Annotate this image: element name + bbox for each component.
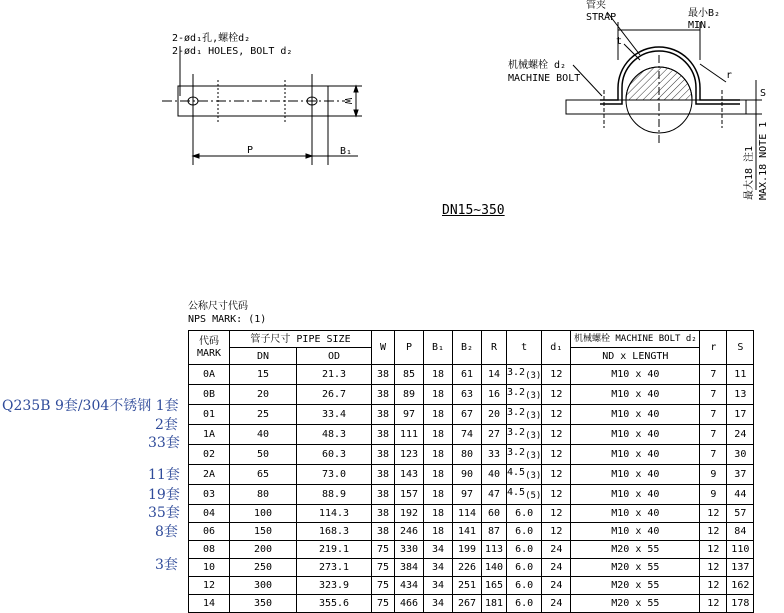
cell-b2: 63 — [453, 385, 482, 405]
dim-t-label: t — [616, 36, 623, 47]
cell-r: 9 — [700, 485, 727, 505]
cell-t: 6.0 — [507, 505, 542, 523]
cell-od: 33.4 — [297, 405, 372, 425]
cell-b1: 18 — [424, 425, 453, 445]
cell-r: 12 — [700, 505, 727, 523]
note-3: 11套 — [148, 467, 180, 483]
cell-bolt: M10 x 40 — [571, 405, 700, 425]
table-row — [189, 385, 754, 405]
cell-t: $3.2_{(3)}$ — [507, 385, 542, 405]
cell-b1: 18 — [424, 523, 453, 541]
table-row — [189, 541, 754, 559]
cell-bolt: M10 x 40 — [571, 485, 700, 505]
note-7: 3套 — [155, 557, 178, 573]
cell-dn: 25 — [230, 405, 297, 425]
cell-od: 73.0 — [297, 465, 372, 485]
cell-d1: 24 — [542, 595, 571, 613]
cell-b1: 18 — [424, 365, 453, 385]
cell-r: 12 — [700, 541, 727, 559]
cell-dn: 150 — [230, 523, 297, 541]
strap-label-cn: 管夹 — [586, 0, 606, 11]
cell-d1: 12 — [542, 405, 571, 425]
cell-b1: 18 — [424, 485, 453, 505]
header-mark: 代码 MARK — [189, 331, 230, 365]
cell-r: 12 — [700, 577, 727, 595]
cell-r: 12 — [700, 559, 727, 577]
cell-t: 6.0 — [507, 541, 542, 559]
cell-t: 6.0 — [507, 595, 542, 613]
cell-d1: 24 — [542, 541, 571, 559]
cell-od: 168.3 — [297, 523, 372, 541]
cell-t: $3.2_{(3)}$ — [507, 425, 542, 445]
cell-b1: 18 — [424, 465, 453, 485]
holes-label-en: 2-ød₁ HOLES, BOLT d₂ — [172, 46, 293, 57]
header-r: r — [700, 331, 727, 365]
cell-w: 38 — [372, 425, 395, 445]
cell-r: 12 — [700, 595, 727, 613]
cell-b1: 34 — [424, 541, 453, 559]
cell-t: $4.5_{(3)}$ — [507, 465, 542, 485]
cell-od: 355.6 — [297, 595, 372, 613]
cell-d1: 12 — [542, 365, 571, 385]
cell-s: 84 — [727, 523, 754, 541]
note-5: 35套 — [148, 505, 180, 521]
cell-mark: 2A — [189, 465, 230, 485]
cell-r: 7 — [700, 425, 727, 445]
cell-s: 30 — [727, 445, 754, 465]
cell-s: 57 — [727, 505, 754, 523]
cell-dn: 200 — [230, 541, 297, 559]
cell-d1: 12 — [542, 385, 571, 405]
cell-od: 60.3 — [297, 445, 372, 465]
cell-p: 89 — [395, 385, 424, 405]
cell-p: 434 — [395, 577, 424, 595]
cell-w: 38 — [372, 523, 395, 541]
cell-d1: 12 — [542, 505, 571, 523]
cell-b2: 267 — [453, 595, 482, 613]
header-pipe-size: 管子尺寸 PIPE SIZE — [230, 331, 372, 348]
header-bolt: 机械螺栓 MACHINE BOLT d₂ — [571, 331, 700, 348]
cell-r: 7 — [700, 445, 727, 465]
table-row — [189, 595, 754, 613]
cell-w: 75 — [372, 577, 395, 595]
cell-od: 48.3 — [297, 425, 372, 445]
cell-dn: 20 — [230, 385, 297, 405]
cell-s: 137 — [727, 559, 754, 577]
cell-r: 7 — [700, 365, 727, 385]
cell-mark: 08 — [189, 541, 230, 559]
cell-r: 27 — [482, 425, 507, 445]
cell-w: 38 — [372, 445, 395, 465]
cell-r: 7 — [700, 405, 727, 425]
note-0: Q235B 9套/304不锈钢 1套 — [2, 398, 179, 414]
cell-od: 273.1 — [297, 559, 372, 577]
cell-bolt: M10 x 40 — [571, 385, 700, 405]
cell-r: 9 — [700, 465, 727, 485]
cell-od: 26.7 — [297, 385, 372, 405]
cell-t: $4.5_{(5)}$ — [507, 485, 542, 505]
cell-p: 123 — [395, 445, 424, 465]
cell-w: 75 — [372, 559, 395, 577]
cell-mark: 14 — [189, 595, 230, 613]
cell-b1: 18 — [424, 505, 453, 523]
bolt-label-cn: 机械螺栓 d₂ — [508, 60, 567, 71]
cell-r: 40 — [482, 465, 507, 485]
cell-d1: 24 — [542, 577, 571, 595]
cell-bolt: M20 x 55 — [571, 541, 700, 559]
cell-w: 38 — [372, 465, 395, 485]
cell-b2: 97 — [453, 485, 482, 505]
cell-b1: 18 — [424, 385, 453, 405]
cell-b1: 34 — [424, 559, 453, 577]
cell-b2: 90 — [453, 465, 482, 485]
cell-dn: 80 — [230, 485, 297, 505]
table-row — [189, 577, 754, 595]
cell-w: 75 — [372, 541, 395, 559]
header-od: OD — [297, 348, 372, 365]
table-row — [189, 425, 754, 445]
cell-b1: 18 — [424, 405, 453, 425]
cell-bolt: M20 x 55 — [571, 595, 700, 613]
cell-d1: 24 — [542, 559, 571, 577]
note-4: 19套 — [148, 487, 180, 503]
cell-b2: 74 — [453, 425, 482, 445]
cell-b2: 67 — [453, 405, 482, 425]
cell-r: 140 — [482, 559, 507, 577]
note-1: 2套 — [155, 417, 178, 433]
table-row — [189, 485, 754, 505]
holes-label-cn: 2-ød₁孔,螺栓d₂ — [172, 33, 251, 44]
cell-r: 20 — [482, 405, 507, 425]
cell-r: 12 — [700, 523, 727, 541]
cell-mark: 1A — [189, 425, 230, 445]
header-s: S — [727, 331, 754, 365]
cell-t: $3.2_{(3)}$ — [507, 405, 542, 425]
cell-w: 38 — [372, 505, 395, 523]
cell-bolt: M20 x 55 — [571, 577, 700, 595]
cell-p: 330 — [395, 541, 424, 559]
cell-bolt: M10 x 40 — [571, 523, 700, 541]
cell-dn: 15 — [230, 365, 297, 385]
cell-b1: 34 — [424, 595, 453, 613]
cell-s: 162 — [727, 577, 754, 595]
cell-p: 157 — [395, 485, 424, 505]
cell-mark: 06 — [189, 523, 230, 541]
cell-s: 24 — [727, 425, 754, 445]
cell-s: 11 — [727, 365, 754, 385]
nps-header-en: NPS MARK: (1) — [188, 314, 267, 325]
min-b2-cn: 最小B₂ — [688, 8, 721, 19]
table-row — [189, 465, 754, 485]
header-b1: B₁ — [424, 331, 453, 365]
cell-p: 97 — [395, 405, 424, 425]
cell-t: 6.0 — [507, 577, 542, 595]
cell-dn: 40 — [230, 425, 297, 445]
strap-label-en: STRAP — [586, 12, 617, 23]
dim-b1-label: B₁ — [340, 146, 353, 157]
header-dn: DN — [230, 348, 297, 365]
cell-mark: 10 — [189, 559, 230, 577]
cell-b1: 34 — [424, 577, 453, 595]
cell-p: 246 — [395, 523, 424, 541]
cell-b2: 199 — [453, 541, 482, 559]
cell-od: 88.9 — [297, 485, 372, 505]
cell-p: 192 — [395, 505, 424, 523]
cell-p: 466 — [395, 595, 424, 613]
cell-bolt: M10 x 40 — [571, 445, 700, 465]
cell-mark: 03 — [189, 485, 230, 505]
cell-r: 113 — [482, 541, 507, 559]
cell-bolt: M10 x 40 — [571, 365, 700, 385]
cell-dn: 65 — [230, 465, 297, 485]
cell-d1: 12 — [542, 485, 571, 505]
cell-w: 38 — [372, 485, 395, 505]
spec-table — [188, 330, 754, 613]
cell-s: 13 — [727, 385, 754, 405]
cell-od: 21.3 — [297, 365, 372, 385]
table-row — [189, 559, 754, 577]
cell-t: 6.0 — [507, 559, 542, 577]
cell-mark: 12 — [189, 577, 230, 595]
max-label-en: MAX.18 NOTE 1 — [758, 121, 769, 200]
cell-w: 38 — [372, 365, 395, 385]
cell-b2: 61 — [453, 365, 482, 385]
cell-w: 38 — [372, 385, 395, 405]
cell-bolt: M10 x 40 — [571, 465, 700, 485]
cell-p: 143 — [395, 465, 424, 485]
note-6: 8套 — [155, 524, 178, 540]
cell-b2: 114 — [453, 505, 482, 523]
cell-r: 33 — [482, 445, 507, 465]
header-nd-length: ND x LENGTH — [571, 348, 700, 365]
cell-s: 178 — [727, 595, 754, 613]
cell-dn: 50 — [230, 445, 297, 465]
cell-d1: 12 — [542, 425, 571, 445]
note-2: 33套 — [148, 435, 180, 451]
cell-t: 6.0 — [507, 523, 542, 541]
cell-p: 85 — [395, 365, 424, 385]
cell-r: 7 — [700, 385, 727, 405]
header-t: t — [507, 331, 542, 365]
cell-t: $3.2_{(3)}$ — [507, 365, 542, 385]
header-d1: d₁ — [542, 331, 571, 365]
cell-od: 219.1 — [297, 541, 372, 559]
min-en: MIN. — [688, 20, 713, 31]
header-r-big: R — [482, 331, 507, 365]
cell-d1: 12 — [542, 523, 571, 541]
table-row — [189, 445, 754, 465]
dim-r-label: r — [726, 70, 733, 81]
cell-dn: 300 — [230, 577, 297, 595]
cell-r: 87 — [482, 523, 507, 541]
cell-r: 60 — [482, 505, 507, 523]
max-label-cn: 最大18 注1 — [744, 145, 755, 200]
cell-r: 14 — [482, 365, 507, 385]
cell-s: 44 — [727, 485, 754, 505]
cell-bolt: M10 x 40 — [571, 505, 700, 523]
dim-s-label: S — [760, 88, 767, 99]
nps-header-cn: 公称尺寸代码 — [188, 301, 248, 312]
cell-mark: 01 — [189, 405, 230, 425]
cell-d1: 12 — [542, 465, 571, 485]
cell-bolt: M10 x 40 — [571, 425, 700, 445]
cell-r: 165 — [482, 577, 507, 595]
cell-r: 47 — [482, 485, 507, 505]
cell-b2: 141 — [453, 523, 482, 541]
cell-b2: 251 — [453, 577, 482, 595]
bolt-label-en: MACHINE BOLT — [508, 73, 581, 84]
cell-mark: 02 — [189, 445, 230, 465]
cell-w: 75 — [372, 595, 395, 613]
cell-s: 17 — [727, 405, 754, 425]
cell-r: 181 — [482, 595, 507, 613]
cell-p: 111 — [395, 425, 424, 445]
cell-od: 114.3 — [297, 505, 372, 523]
cell-s: 37 — [727, 465, 754, 485]
header-p: P — [395, 331, 424, 365]
table-row — [189, 523, 754, 541]
header-w: W — [372, 331, 395, 365]
cell-r: 16 — [482, 385, 507, 405]
cell-od: 323.9 — [297, 577, 372, 595]
cell-mark: 0A — [189, 365, 230, 385]
cell-b2: 80 — [453, 445, 482, 465]
header-b2: B₂ — [453, 331, 482, 365]
cell-d1: 12 — [542, 445, 571, 465]
dim-w-label: W — [342, 97, 354, 105]
range-title: DN15~350 — [442, 203, 505, 218]
cell-p: 384 — [395, 559, 424, 577]
cell-bolt: M20 x 55 — [571, 559, 700, 577]
cell-dn: 250 — [230, 559, 297, 577]
dim-p-label: P — [247, 145, 254, 156]
table-row — [189, 405, 754, 425]
cell-mark: 0B — [189, 385, 230, 405]
cell-b2: 226 — [453, 559, 482, 577]
table-row — [189, 505, 754, 523]
cell-t: $3.2_{(3)}$ — [507, 445, 542, 465]
cell-dn: 350 — [230, 595, 297, 613]
cell-s: 110 — [727, 541, 754, 559]
cell-dn: 100 — [230, 505, 297, 523]
table-row — [189, 365, 754, 385]
cell-w: 38 — [372, 405, 395, 425]
cell-b1: 18 — [424, 445, 453, 465]
cell-mark: 04 — [189, 505, 230, 523]
